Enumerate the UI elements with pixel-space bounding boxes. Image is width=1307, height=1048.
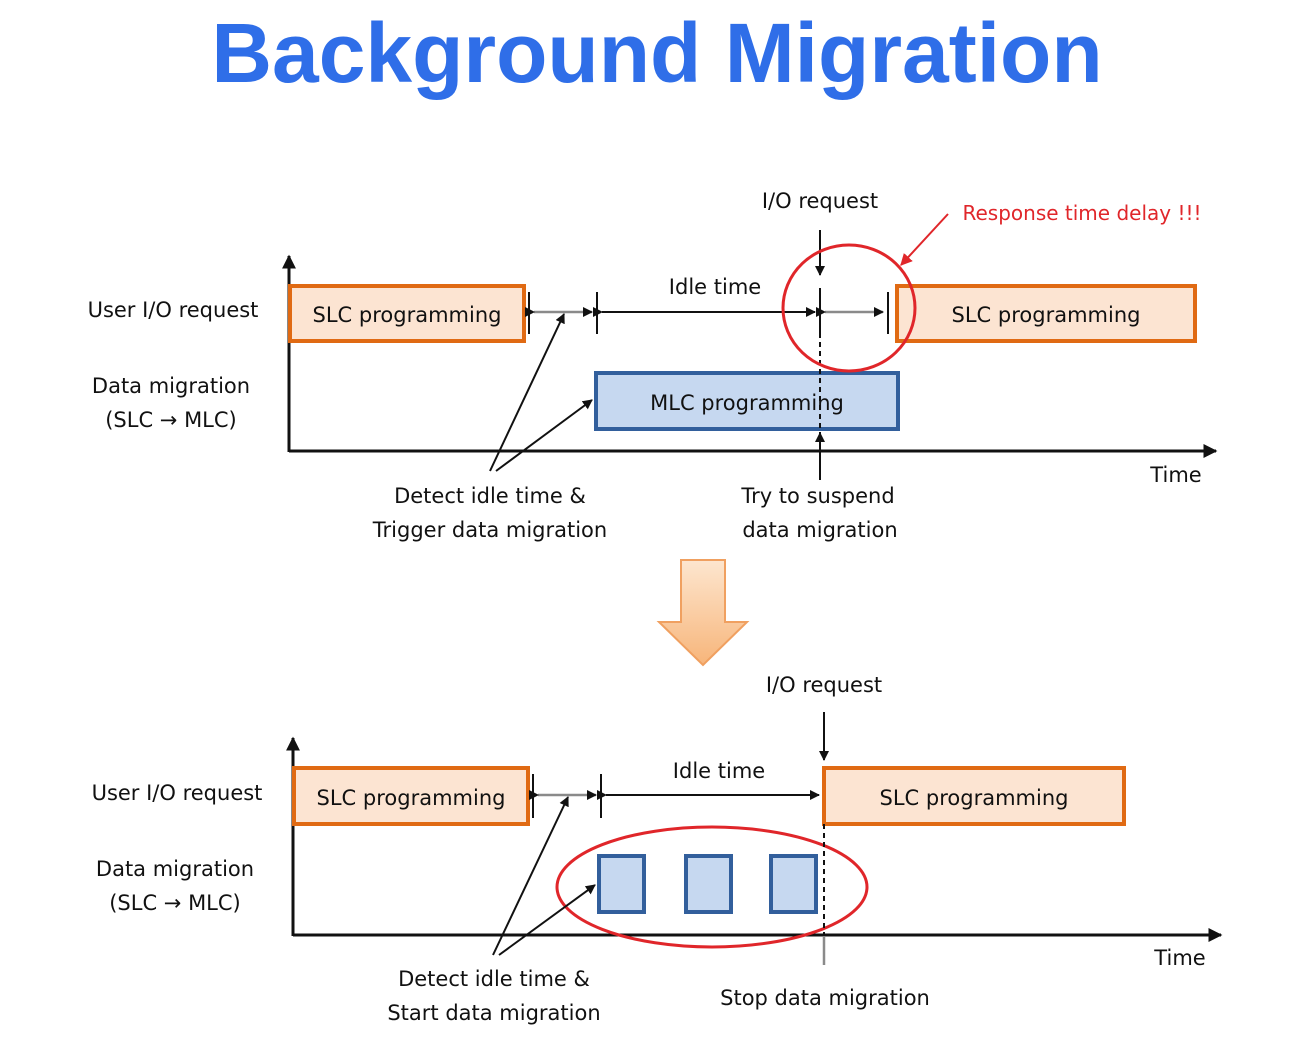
bottom-slc-box-left-label: SLC programming (316, 786, 506, 810)
page-title: Background Migration (211, 6, 1103, 100)
bottom-row-migration-sublabel: (SLC → MLC) (109, 891, 241, 915)
top-suspend-sublabel: data migration (742, 518, 898, 542)
bottom-mlc-chunk (686, 856, 731, 912)
top-detect-arrow-2 (496, 400, 592, 471)
top-row-migration-label: Data migration (91, 374, 251, 398)
bottom-detect-sublabel: Start data migration (387, 1001, 601, 1025)
top-time-label: Time (1150, 463, 1202, 487)
bottom-diagram (92, 673, 1221, 1025)
bottom-time-label: Time (1154, 946, 1206, 970)
top-row-user-label: User I/O request (87, 298, 259, 322)
response-delay-label: Response time delay !!! (962, 201, 1202, 225)
top-slc-box-right-label: SLC programming (951, 303, 1141, 327)
top-suspend-label: Try to suspend (741, 484, 895, 508)
top-detect-sublabel: Trigger data migration (372, 518, 608, 542)
bottom-mlc-chunk (599, 856, 644, 912)
response-delay-arrow (901, 214, 948, 265)
top-mlc-box-label: MLC programming (650, 391, 844, 415)
bottom-detect-label: Detect idle time & (398, 967, 590, 991)
bottom-slc-box-right-label: SLC programming (879, 786, 1069, 810)
bottom-row-migration-label: Data migration (95, 857, 255, 881)
top-row-migration-sublabel: (SLC → MLC) (105, 408, 237, 432)
bottom-io-request-label: I/O request (765, 673, 883, 697)
bottom-stop-label: Stop data migration (720, 986, 930, 1010)
top-diagram (88, 189, 1216, 542)
top-detect-label: Detect idle time & (394, 484, 586, 508)
top-idle-time-label: Idle time (668, 275, 762, 299)
bottom-mlc-chunk (771, 856, 816, 912)
top-io-request-label: I/O request (761, 189, 879, 213)
top-slc-box-left-label: SLC programming (312, 303, 502, 327)
down-arrow-icon (659, 560, 747, 665)
bottom-idle-time-label: Idle time (672, 759, 766, 783)
bottom-row-user-label: User I/O request (91, 781, 263, 805)
